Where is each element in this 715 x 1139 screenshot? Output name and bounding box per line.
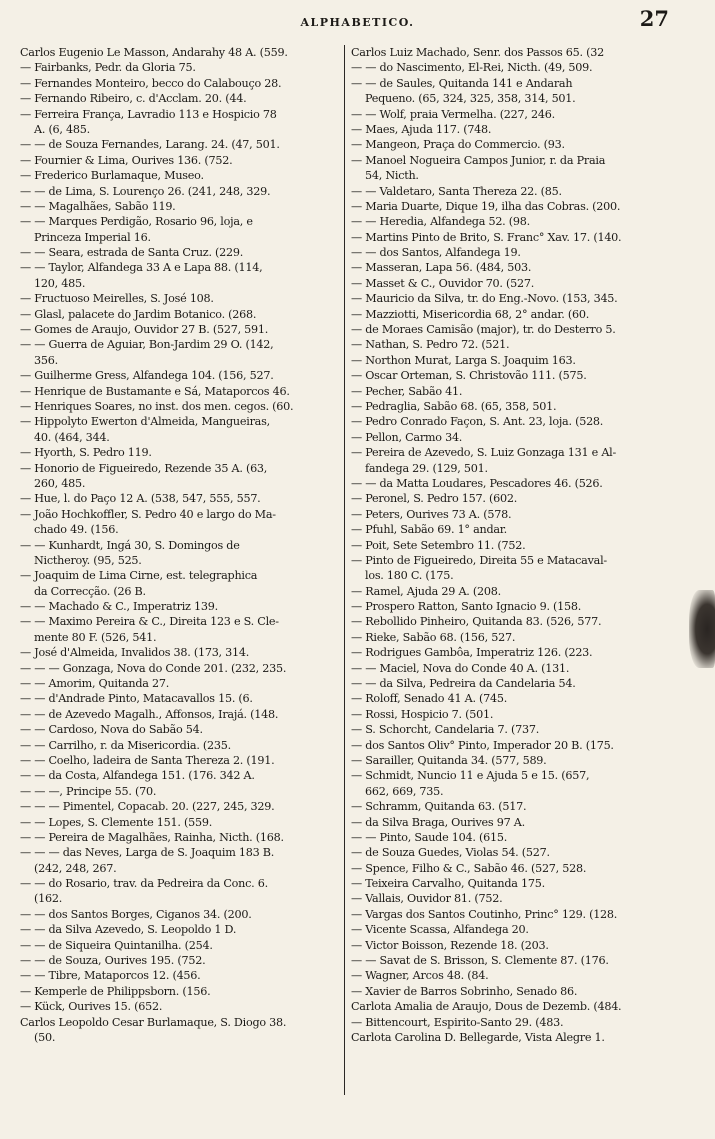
- directory-entry: — — dos Santos, Alfandega 19.: [351, 246, 521, 260]
- directory-entry: — Hippolyto Ewerton d'Almeida, Mangueiras,: [20, 415, 270, 429]
- page-number: 27: [639, 6, 669, 31]
- directory-entry: — Pinto de Figueiredo, Direita 55 e Matacaval-: [351, 553, 607, 567]
- directory-entry: — Poit, Sete Setembro 11. (752.: [351, 538, 526, 552]
- directory-entry: — — Kunhardt, Ingá 30, S. Domingos de: [20, 538, 240, 552]
- directory-entry: — Glasl, palacete do Jardim Botanico. (268.: [20, 307, 257, 321]
- directory-entry: — Peters, Ourives 73 A. (578.: [351, 507, 512, 521]
- directory-entry: — Pecher, Sabão 41.: [351, 384, 463, 398]
- left-column: [20, 45, 338, 1045]
- ink-blot: [689, 590, 715, 668]
- directory-entry: — — Cardoso, Nova do Sabão 54.: [20, 723, 203, 737]
- directory-entry: — Henriques Soares, no inst. dos men. cegos. (60.: [20, 399, 294, 413]
- directory-entry: — — — Pimentel, Copacab. 20. (227, 245, 329.: [20, 800, 275, 814]
- directory-entry-continuation: 260, 485.: [34, 476, 86, 490]
- directory-entry-continuation: 662, 669, 735.: [365, 784, 444, 798]
- directory-entry: — — —, Principe 55. (70.: [20, 784, 157, 798]
- directory-entry: — — Marques Perdigão, Rosario 96, loja, e: [20, 215, 253, 229]
- directory-entry: Carlos Luiz Machado, Senr. dos Passos 65. (32: [351, 46, 604, 59]
- directory-entry: — — da Costa, Alfandega 151. (176. 342 A.: [20, 769, 255, 783]
- directory-entry: — Gomes de Araujo, Ouvidor 27 B. (527, 591.: [20, 323, 269, 337]
- directory-entry: — Spence, Filho & C., Sabão 46. (527, 528.: [351, 861, 587, 875]
- directory-entry: — — Machado & C., Imperatriz 139.: [20, 600, 218, 614]
- directory-entry-continuation: (50.: [34, 1031, 56, 1044]
- running-title: ALPHABETICO.: [300, 16, 415, 29]
- directory-entry: — — Amorim, Quitanda 27.: [20, 677, 170, 691]
- directory-entry: — dos Santos Oliv° Pinto, Imperador 20 B. (175.: [351, 738, 614, 752]
- directory-entry: — — Lopes, S. Clemente 151. (559.: [20, 815, 213, 829]
- directory-entry: Carlota Amalia de Araujo, Dous de Dezemb. (484.: [351, 1000, 622, 1014]
- directory-entry: Carlota Carolina D. Bellegarde, Vista Alegre 1.: [351, 1031, 605, 1044]
- directory-entry-continuation: Princeza Imperial 16.: [34, 230, 151, 244]
- directory-entry: — Maria Duarte, Dique 19, ilha das Cobras. (200.: [351, 199, 621, 213]
- directory-entry-continuation: 54, Nicth.: [365, 169, 419, 183]
- directory-entry: — — Guerra de Aguiar, Bon-Jardim 29 O. (142,: [20, 338, 274, 352]
- directory-entry: — Xavier de Barros Sobrinho, Senado 86.: [351, 984, 578, 998]
- directory-entry-continuation: 356.: [34, 353, 58, 367]
- directory-entry: — Peronel, S. Pedro 157. (602.: [351, 492, 518, 506]
- page-header: [0, 0, 715, 44]
- directory-entry-continuation: (242, 248, 267.: [34, 861, 117, 875]
- directory-entry: — — Magalhães, Sabão 119.: [20, 199, 176, 213]
- directory-entry: — — Pereira de Magalhães, Rainha, Nicth. (168.: [20, 830, 284, 844]
- directory-entry: — — de Souza Fernandes, Larang. 24. (47, 501.: [20, 138, 280, 152]
- directory-entry-continuation: 120, 485.: [34, 276, 86, 290]
- directory-entry: — — da Silva Azevedo, S. Leopoldo 1 D.: [20, 923, 237, 937]
- directory-entry: — — da Silva, Pedreira da Candelaria 54.: [351, 677, 576, 691]
- directory-entry: — Mazziotti, Misericordia 68, 2° andar. (60.: [351, 307, 589, 321]
- directory-entry: — — dos Santos Borges, Ciganos 34. (200.: [20, 907, 252, 921]
- directory-entry: — da Silva Braga, Ourives 97 A.: [351, 815, 525, 829]
- directory-entry: — Honorio de Figueiredo, Rezende 35 A. (63,: [20, 461, 268, 475]
- directory-entry: — — de Souza, Ourives 195. (752.: [20, 954, 206, 968]
- directory-entry: — de Moraes Camisão (major), tr. do Desterro 5.: [351, 323, 616, 337]
- directory-entry: — Frederico Burlamaque, Museo.: [20, 169, 204, 183]
- directory-entry: — — Coelho, ladeira de Santa Thereza 2. (191.: [20, 753, 275, 767]
- directory-entry: — Prospero Ratton, Santo Ignacio 9. (158.: [351, 600, 582, 614]
- directory-entry: — Rieke, Sabão 68. (156, 527.: [351, 630, 516, 644]
- directory-entry: — — de Siqueira Quintanilha. (254.: [20, 938, 213, 952]
- directory-entry: — Manoel Nogueira Campos Junior, r. da Praia: [351, 153, 606, 167]
- directory-entry: — Mangeon, Praça do Commercio. (93.: [351, 138, 565, 152]
- directory-entry: — — do Rosario, trav. da Pedreira da Conc. 6.: [20, 877, 268, 891]
- directory-entry: — Pereira de Azevedo, S. Luiz Gonzaga 131 e Al-: [351, 446, 617, 460]
- directory-entry: — Fructuoso Meirelles, S. José 108.: [20, 292, 214, 306]
- directory-entry: — Rodrigues Gambôa, Imperatriz 126. (223.: [351, 646, 593, 660]
- directory-entry: — Nathan, S. Pedro 72. (521.: [351, 338, 510, 352]
- directory-entry-continuation: da Correcção. (26 B.: [34, 584, 146, 598]
- directory-entry: — — de Lima, S. Lourenço 26. (241, 248, 329.: [20, 184, 271, 198]
- directory-entry-continuation: Nictheroy. (95, 525.: [34, 553, 142, 567]
- directory-entry: — Mauricio da Silva, tr. do Eng.-Novo. (153, 345.: [351, 292, 618, 306]
- directory-entry: — Hue, l. do Paço 12 A. (538, 547, 555, 557.: [20, 492, 261, 506]
- directory-entry: — Rossi, Hospicio 7. (501.: [351, 707, 494, 721]
- directory-entry: — S. Schorcht, Candelaria 7. (737.: [351, 723, 540, 737]
- directory-entry: — — Valdetaro, Santa Thereza 22. (85.: [351, 184, 562, 198]
- directory-entry: — Oscar Orteman, S. Christovão 111. (575.: [351, 369, 587, 383]
- directory-entry: — Vallais, Ouvidor 81. (752.: [351, 892, 503, 906]
- directory-entry: Carlos Leopoldo Cesar Burlamaque, S. Diogo 38.: [20, 1015, 287, 1029]
- directory-entry: — Fernando Ribeiro, c. d'Acclam. 20. (44.: [20, 92, 247, 106]
- directory-entry: — — Heredia, Alfandega 52. (98.: [351, 215, 530, 229]
- directory-entry: — — d'Andrade Pinto, Matacavallos 15. (6.: [20, 692, 253, 706]
- directory-entry: — Fournier & Lima, Ourives 136. (752.: [20, 153, 233, 167]
- directory-entry-continuation: Pequeno. (65, 324, 325, 358, 314, 501.: [365, 92, 576, 106]
- directory-entry: — Teixeira Carvalho, Quitanda 175.: [351, 877, 545, 891]
- directory-entry: — — da Matta Loudares, Pescadores 46. (526.: [351, 476, 603, 490]
- directory-entry: — — Tibre, Mataporcos 12. (456.: [20, 969, 201, 983]
- directory-entry-continuation: A. (6, 485.: [34, 122, 90, 136]
- right-column: [351, 45, 672, 1045]
- directory-entry: — Pedraglia, Sabão 68. (65, 358, 501.: [351, 399, 557, 413]
- directory-entry: — — — das Neves, Larga de S. Joaquim 183 B.: [20, 846, 275, 860]
- directory-entry: — Roloff, Senado 41 A. (745.: [351, 692, 508, 706]
- directory-entry: — Kück, Ourives 15. (652.: [20, 1000, 163, 1014]
- directory-entry: — de Souza Guedes, Violas 54. (527.: [351, 846, 550, 860]
- directory-entry: — Northon Murat, Larga S. Joaquim 163.: [351, 353, 576, 367]
- directory-entry: — Pellon, Carmo 34.: [351, 430, 463, 444]
- directory-entry-continuation: 40. (464, 344.: [34, 430, 110, 444]
- directory-entry: — — — Gonzaga, Nova do Conde 201. (232, 235.: [20, 661, 287, 675]
- directory-entry: — Pfuhl, Sabão 69. 1° andar.: [351, 523, 507, 537]
- directory-entry: — Pedro Conrado Façon, S. Ant. 23, loja. (528.: [351, 415, 604, 429]
- directory-entry: — Martins Pinto de Brito, S. Franc° Xav. 17. (140.: [351, 230, 622, 244]
- directory-entry: — Guilherme Gress, Alfandega 104. (156, 527.: [20, 369, 274, 383]
- directory-entry: — Masseran, Lapa 56. (484, 503.: [351, 261, 532, 275]
- directory-entry: — — de Azevedo Magalh., Affonsos, Irajá. (148.: [20, 707, 279, 721]
- directory-entry: — Fernandes Monteiro, becco do Calabouço 28.: [20, 76, 282, 90]
- directory-entry: — — de Saules, Quitanda 141 e Andarah: [351, 76, 573, 90]
- directory-entry: — Maes, Ajuda 117. (748.: [351, 122, 492, 136]
- column-divider: [344, 45, 345, 1095]
- directory-entry: — — Pinto, Saude 104. (615.: [351, 830, 508, 844]
- directory-entry: — Hyorth, S. Pedro 119.: [20, 446, 152, 460]
- directory-entry: — Bittencourt, Espirito-Santo 29. (483.: [351, 1015, 564, 1029]
- directory-entry: — Masset & C., Ouvidor 70. (527.: [351, 276, 535, 290]
- directory-entry: — — Seara, estrada de Santa Cruz. (229.: [20, 246, 244, 260]
- directory-entry: — — Carrilho, r. da Misericordia. (235.: [20, 738, 231, 752]
- directory-entry-continuation: (162.: [34, 892, 63, 906]
- directory-entry: Carlos Eugenio Le Masson, Andarahy 48 A. (559.: [20, 46, 288, 59]
- directory-entry: — Schmidt, Nuncio 11 e Ajuda 5 e 15. (657,: [351, 769, 590, 783]
- directory-entry-continuation: chado 49. (156.: [34, 523, 119, 537]
- directory-entry: — José d'Almeida, Invalidos 38. (173, 314.: [20, 646, 250, 660]
- directory-entry: — Kemperle de Philippsborn. (156.: [20, 984, 211, 998]
- directory-entry: — — Maciel, Nova do Conde 40 A. (131.: [351, 661, 570, 675]
- directory-entry: — Sarailler, Quitanda 34. (577, 589.: [351, 753, 547, 767]
- directory-entry: — — Wolf, praia Vermelha. (227, 246.: [351, 107, 555, 121]
- directory-entry: — — do Nascimento, El-Rei, Nicth. (49, 509.: [351, 61, 593, 75]
- directory-entry: — Joaquim de Lima Cirne, est. telegraphica: [20, 569, 258, 583]
- directory-entry: — — Taylor, Alfandega 33 A e Lapa 88. (114,: [20, 261, 263, 275]
- directory-entry: — Wagner, Arcos 48. (84.: [351, 969, 489, 983]
- directory-entry: — Ferreira França, Lavradio 113 e Hospicio 78: [20, 107, 277, 121]
- directory-entry: — Victor Boisson, Rezende 18. (203.: [351, 938, 549, 952]
- directory-entry: — — Savat de S. Brisson, S. Clemente 87. (176.: [351, 954, 609, 968]
- directory-entry: — Henrique de Bustamante e Sá, Mataporcos 46.: [20, 384, 290, 398]
- directory-entry-continuation: los. 180 C. (175.: [365, 569, 454, 583]
- directory-entry-continuation: mente 80 F. (526, 541.: [34, 630, 157, 644]
- directory-entry: — Rebollido Pinheiro, Quitanda 83. (526, 577.: [351, 615, 602, 629]
- directory-entry: — Vargas dos Santos Coutinho, Princ° 129. (128.: [351, 907, 618, 921]
- directory-entry-continuation: fandega 29. (129, 501.: [365, 461, 488, 475]
- directory-entry: — — Maximo Pereira & C., Direita 123 e S. Cle-: [20, 615, 279, 629]
- directory-entry: — João Hochkoffler, S. Pedro 40 e largo do Ma-: [20, 507, 276, 521]
- directory-columns: [20, 45, 672, 1125]
- directory-entry: — Vicente Scassa, Alfandega 20.: [351, 923, 529, 937]
- directory-entry: — Ramel, Ajuda 29 A. (208.: [351, 584, 501, 598]
- directory-entry: — Fairbanks, Pedr. da Gloria 75.: [20, 61, 196, 75]
- directory-entry: — Schramm, Quitanda 63. (517.: [351, 800, 527, 814]
